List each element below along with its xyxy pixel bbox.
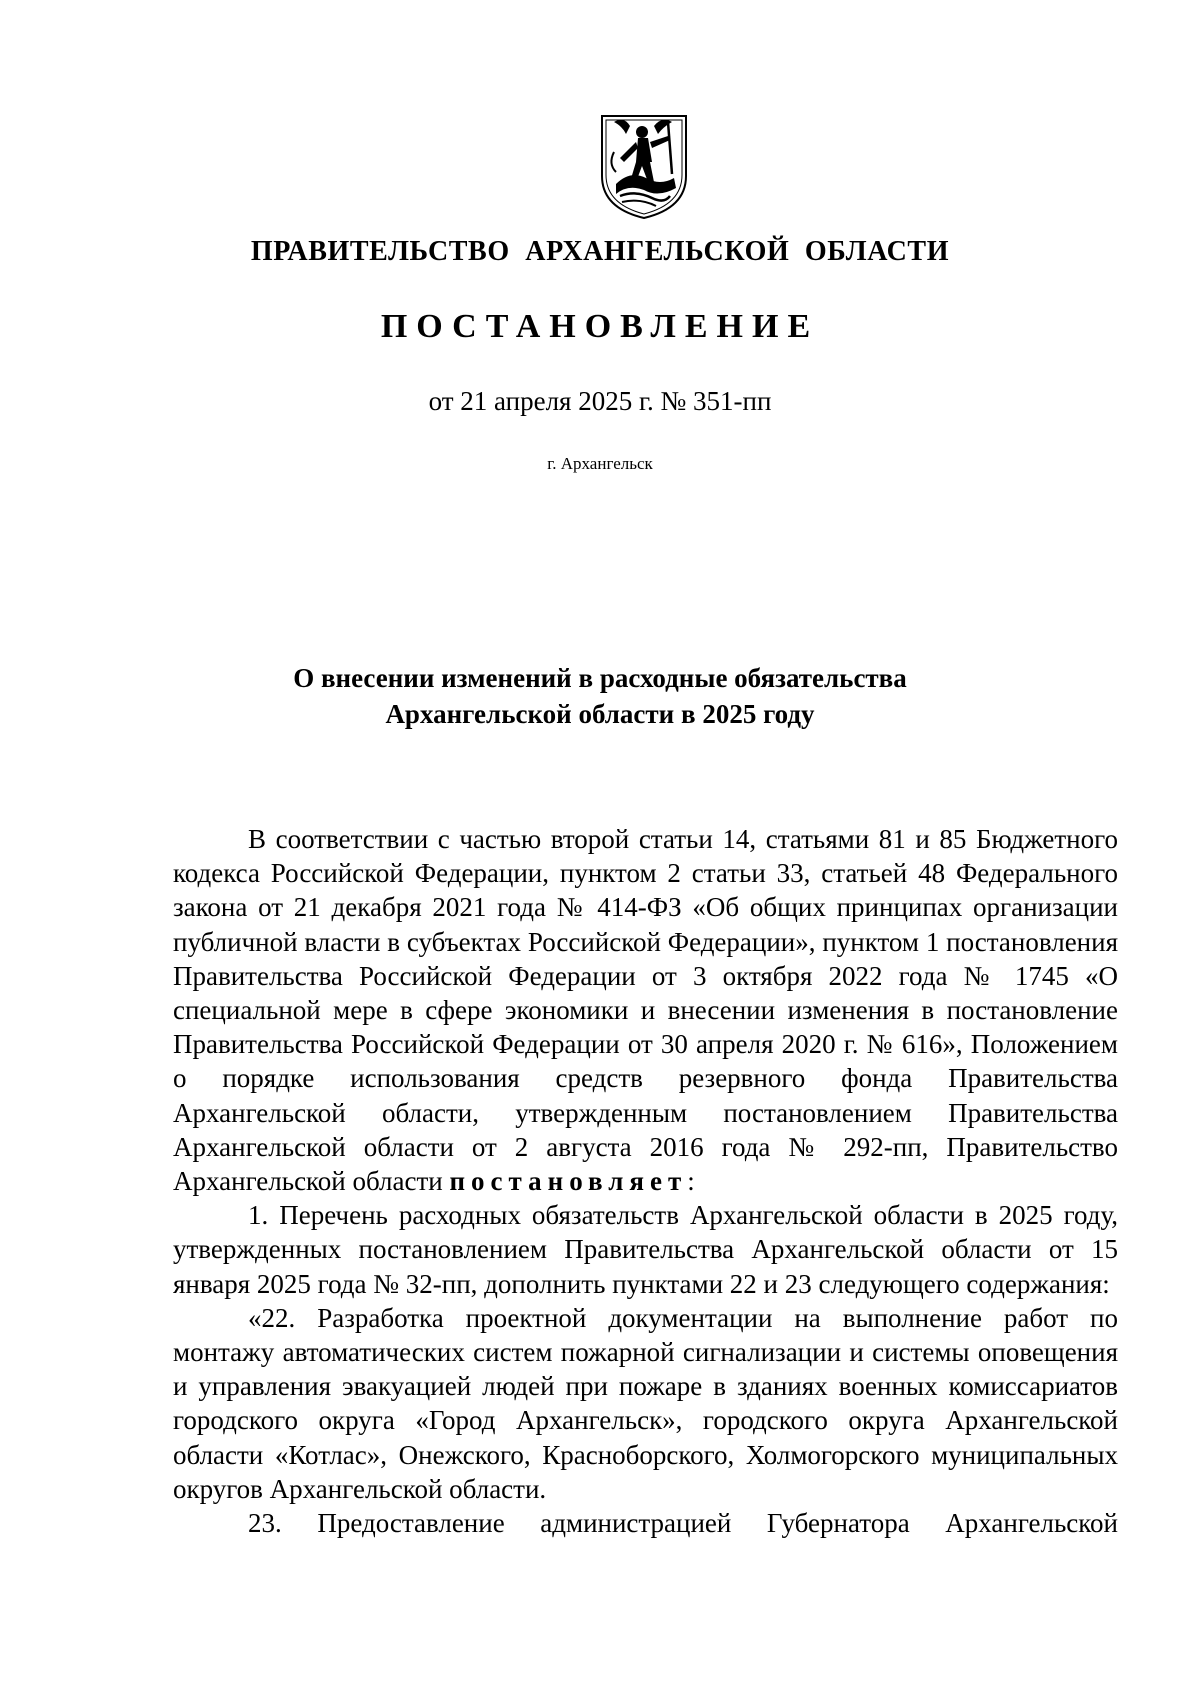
decree-colon: : bbox=[687, 1166, 695, 1197]
preamble-paragraph bbox=[173, 822, 1118, 1198]
document-city: г. Архангельск bbox=[547, 454, 653, 473]
item-22-paragraph: «22. Разработка проектной документации на выполнение работ по монтажу автоматических систем пожарной сигнализации и системы оповещения и управления эвакуацией людей при пожаре в зданиях военных комиссариатов городского округа «Город Архангельск», городского округа Архангельской области «Котлас», Онежского, Красноборского, Холмогорского муниципальных округов Архангельской области. bbox=[173, 1302, 1118, 1504]
subject-line-1: О внесении изменений в расходные обязательства bbox=[293, 663, 907, 693]
document-body bbox=[173, 822, 1118, 1540]
item-1-paragraph: 1. Перечень расходных обязательств Архангельской области в 2025 году, утвержденных постановлением Правительства Архангельской области от 15 января 2025 года № 32-пп, дополнить пунктами 22 и 23 следующего содержания: bbox=[173, 1200, 1118, 1299]
government-title: ПРАВИТЕЛЬСТВО АРХАНГЕЛЬСКОЙ ОБЛАСТИ bbox=[250, 236, 950, 267]
subject-line-2: Архангельской области в 2025 году bbox=[385, 699, 815, 729]
decree-word: постановляет bbox=[449, 1166, 688, 1197]
arkhangelsk-coat-of-arms-icon bbox=[596, 112, 692, 222]
document-date-number: от 21 апреля 2025 г. № 351-пп bbox=[428, 386, 772, 416]
item-23-paragraph: 23. Предоставление администрацией Губернатора Архангельской bbox=[248, 1508, 1118, 1539]
document-type: ПОСТАНОВЛЕНИЕ bbox=[380, 308, 820, 345]
preamble-text: В соответствии с частью второй статьи 14, статьями 81 и 85 Бюджетного кодекса Российской Федерации, пунктом 2 статьи 33, статьей 48 Федерального закона от 21 декабря 2021 года № 414-ФЗ «Об общих принципах организации публичной власти в субъектах Российской Федерации», пунктом 1 постановления Правительства Российской Федерации от 3 октября 2022 года № 1745 «О специальной мере в сфере экономики и внесении изменения в постановление Правительства Российской Федерации от 30 апреля 2020 г. № 616», Положением о порядке использования средств резервного фонда Правительства Архангельской области, утвержденным постановлением Правительства Архангельской области от 2 августа 2016 года № 292-пп, Правительство Архангельской области bbox=[173, 824, 1118, 1197]
document-subject bbox=[0, 660, 1200, 732]
